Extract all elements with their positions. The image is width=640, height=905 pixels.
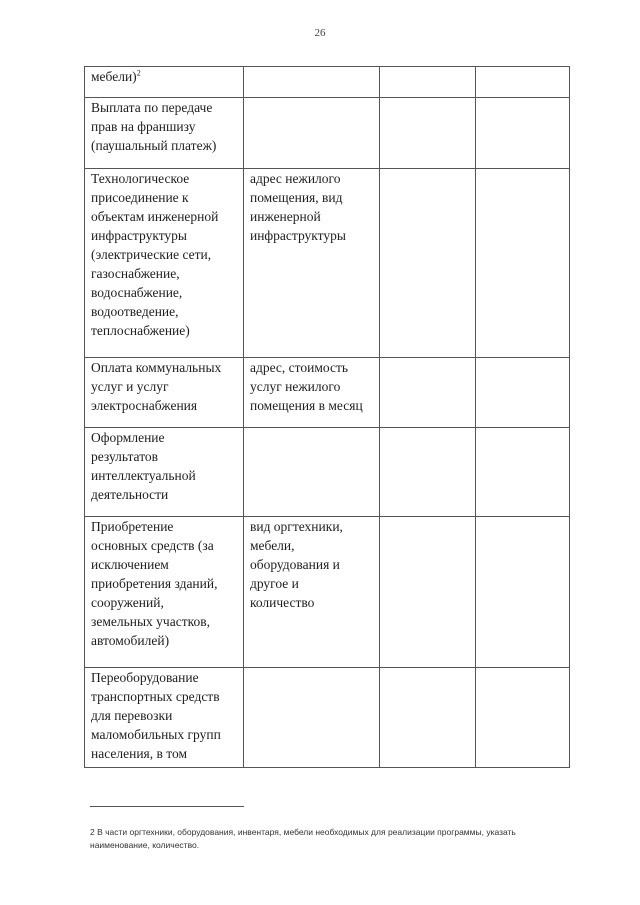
footnote-marker: 2: [136, 68, 141, 78]
table-cell-empty: [379, 358, 476, 428]
table-row: [85, 98, 570, 169]
table-cell-item: Приобретение основных средств (за исключением приобретения зданий, сооружений, земельных участков, автомобилей): [85, 517, 244, 668]
table-row: [85, 358, 570, 428]
footnote-text: 2 В части оргтехники, оборудования, инвентаря, мебели необходимых для реализации программы, указать наименование, количество.: [90, 827, 516, 850]
table-cell-details: [243, 98, 379, 169]
cell-item-text: мебели): [91, 69, 137, 84]
table-cell-details: вид оргтехники, мебели, оборудования и другое и количество: [243, 517, 379, 668]
table-cell-item: Технологическое присоединение к объектам инженерной инфраструктуры (электрические сети, газоснабжение, водоснабжение, водоотведение, теплоснабжение): [85, 169, 244, 358]
table-cell-empty: [379, 169, 476, 358]
table-cell-item: Переоборудование транспортных средств для перевозки маломобильных групп населения, в том: [85, 668, 244, 768]
table-cell-details: адрес, стоимость услуг нежилого помещения в месяц: [243, 358, 379, 428]
table-cell-empty: [476, 517, 570, 668]
table-cell-item: [85, 67, 244, 98]
table-cell-empty: [379, 98, 476, 169]
table-cell-details: [243, 668, 379, 768]
table-cell-item: Оформление результатов интеллектуальной деятельности: [85, 428, 244, 517]
table-row: [85, 668, 570, 768]
table-row: [85, 428, 570, 517]
expense-table: [84, 66, 570, 768]
page-number: 26: [314, 27, 326, 39]
footnote-divider: [90, 806, 244, 807]
table-row: [85, 517, 570, 668]
table-cell-empty: [476, 98, 570, 169]
table-cell-details: [243, 428, 379, 517]
table-row: [85, 67, 570, 98]
table-cell-empty: [379, 668, 476, 768]
table-cell-empty: [379, 67, 476, 98]
table-cell-details: адрес нежилого помещения, вид инженерной инфраструктуры: [243, 169, 379, 358]
table-cell-empty: [476, 668, 570, 768]
table-cell-item: Выплата по передаче прав на франшизу (паушальный платеж): [85, 98, 244, 169]
table-row: [85, 169, 570, 358]
table-cell-empty: [476, 67, 570, 98]
table-cell-empty: [476, 358, 570, 428]
table-cell-empty: [379, 428, 476, 517]
table-cell-empty: [476, 428, 570, 517]
table-cell-item: Оплата коммунальных услуг и услуг электроснабжения: [85, 358, 244, 428]
table-cell-empty: [379, 517, 476, 668]
table-cell-details: [243, 67, 379, 98]
table-cell-empty: [476, 169, 570, 358]
